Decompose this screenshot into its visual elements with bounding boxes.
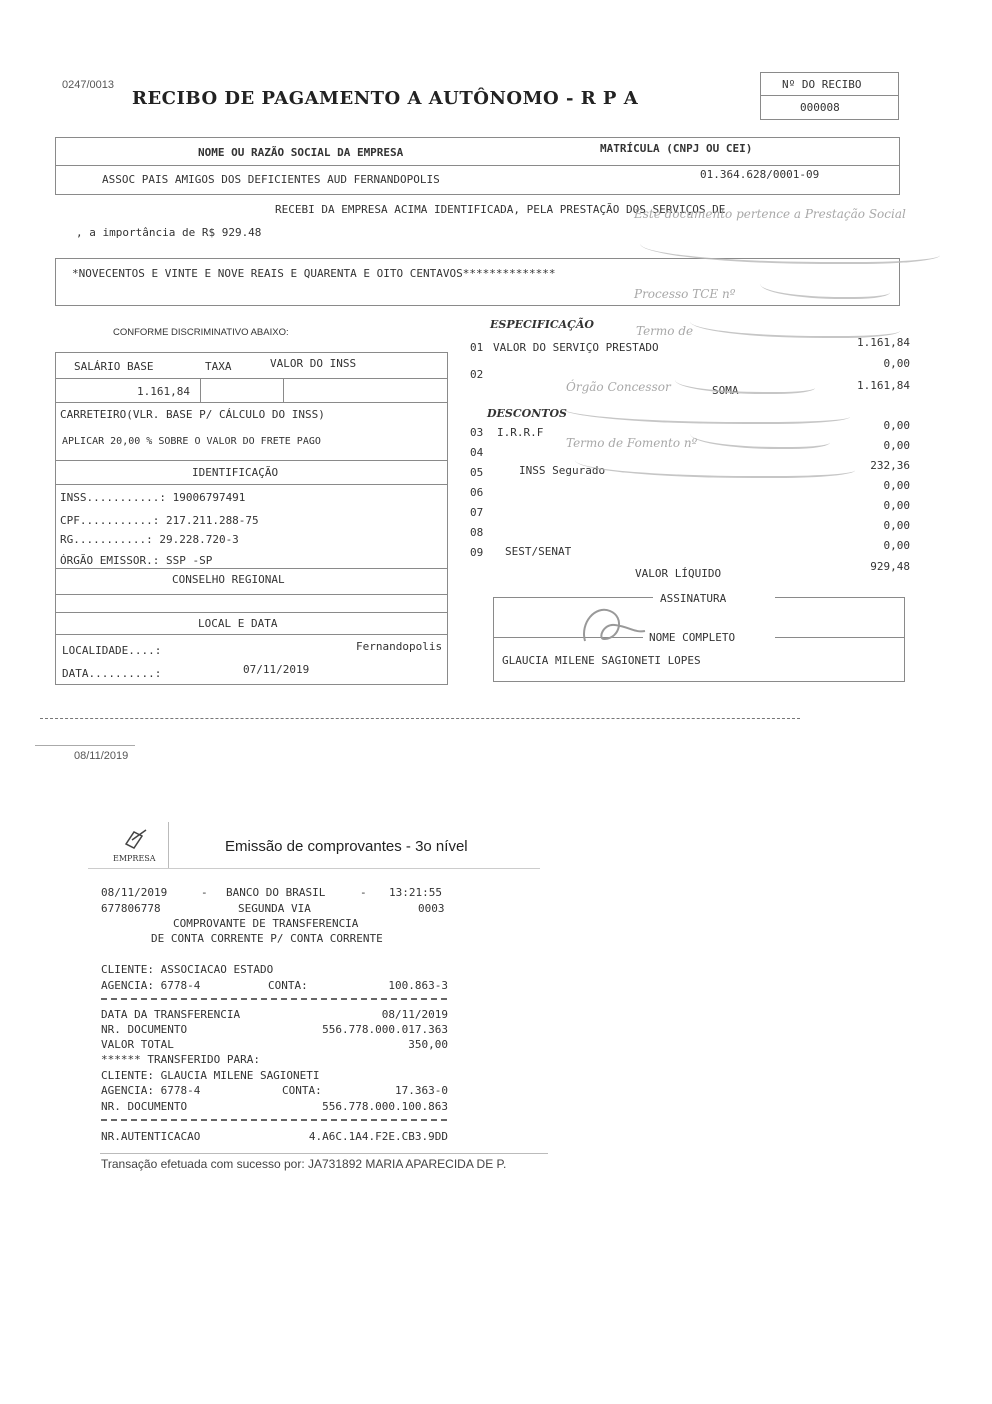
assinatura-header: ASSINATURA (660, 592, 727, 605)
bank-comp-title2: DE CONTA CORRENTE P/ CONTA CORRENTE (151, 932, 383, 945)
bank-logo-label: EMPRESA (113, 854, 156, 863)
inss-value-header: VALOR DO INSS (270, 357, 357, 370)
bank-transferido: ****** TRANSFERIDO PARA: (101, 1053, 260, 1066)
stamp-line-1: Este documento pertence a Prestação Social (634, 207, 906, 221)
carreteiro-label: CARRETEIRO(VLR. BASE P/ CÁLCULO DO INSS) (60, 408, 325, 421)
desc-num-03: 03 (470, 426, 484, 439)
doc-code: 0247/0013 (62, 79, 114, 91)
bank-line2-code: 677806778 (101, 902, 161, 915)
desc-value-06: 0,00 (883, 479, 910, 492)
spec-num-01: 01 (470, 341, 484, 354)
bank-line1-bank: BANCO DO BRASIL (226, 886, 326, 899)
bank-nr-doc-label: NR. DOCUMENTO (101, 1023, 188, 1036)
bank-autent-value: 4.A6C.1A4.F2E.CB3.9DD (308, 1130, 448, 1143)
bank-nr-doc2-value: 556.778.000.100.863 (322, 1100, 448, 1113)
identificacao-header: IDENTIFICAÇÃO (192, 466, 279, 479)
bank-title: Emissão de comprovantes - 3o nível (225, 838, 468, 855)
taxa-header: TAXA (205, 360, 232, 373)
bank-line1-dash2: - (360, 886, 367, 899)
matricula-header: MATRÍCULA (CNPJ OU CEI) (600, 142, 753, 155)
rg-number: RG...........: 29.228.720-3 (60, 533, 239, 546)
bank-logo-icon (120, 826, 152, 850)
cpf-number: CPF...........: 217.211.288-75 (60, 514, 259, 527)
localidade-label: LOCALIDADE....: (62, 644, 162, 657)
bank-conta1-value: 100.863-3 (388, 979, 448, 992)
salary-base-header: SALÁRIO BASE (74, 360, 154, 373)
stamp-line-5: Termo de Fomento nº (566, 436, 698, 450)
desc-value-08: 0,00 (883, 519, 910, 532)
company-box (55, 137, 900, 195)
spec-value-02: 0,00 (883, 357, 910, 370)
desc-num-04: 04 (470, 446, 484, 459)
page-title: RECIBO DE PAGAMENTO A AUTÔNOMO - R P A (132, 88, 639, 109)
bank-nr-doc-value: 556.778.000.017.363 (322, 1023, 448, 1036)
spec-num-02: 02 (470, 368, 484, 381)
data-value: 07/11/2019 (243, 663, 310, 676)
desc-value-09: 0,00 (883, 539, 910, 552)
localidade-value: Fernandopolis (356, 640, 443, 653)
bank-autent-label: NR.AUTENTICACAO (101, 1130, 201, 1143)
bank-data-transf-value: 08/11/2019 (381, 1008, 448, 1021)
bank-cliente2: CLIENTE: GLAUCIA MILENE SAGIONETI (101, 1069, 320, 1082)
desc-num-09: 09 (470, 546, 484, 559)
bank-data-transf-label: DATA DA TRANSFERENCIA (101, 1008, 241, 1021)
data-label: DATA..........: (62, 667, 162, 680)
desc-label-03: I.R.R.F (497, 426, 544, 439)
bank-agencia2: AGENCIA: 6778-4 (101, 1084, 201, 1097)
bank-agencia1: AGENCIA: 6778-4 (101, 979, 201, 992)
conforme-label: CONFORME DISCRIMINATIVO ABAIXO: (113, 327, 289, 338)
receipt-number-label: Nº DO RECIBO (782, 78, 862, 91)
amount-words: *NOVECENTOS E VINTE E NOVE REAIS E QUARENTA E OITO CENTAVOS************** (72, 267, 556, 280)
cut-line (40, 718, 800, 719)
bank-line1-time: 13:21:55 (389, 886, 442, 899)
desc-num-08: 08 (470, 526, 484, 539)
desc-num-07: 07 (470, 506, 484, 519)
desc-num-06: 06 (470, 486, 484, 499)
nome-completo: GLAUCIA MILENE SAGIONETI LOPES (502, 654, 701, 667)
desc-label-09: SEST/SENAT (505, 545, 572, 558)
separator (101, 998, 447, 1000)
bank-conta1-label: CONTA: (268, 979, 308, 992)
stamp-line-2: Processo TCE nº (634, 287, 736, 301)
company-name-header: NOME OU RAZÃO SOCIAL DA EMPRESA (198, 146, 404, 159)
stamp-line-3: Termo de (636, 324, 694, 338)
desc-value-04: 0,00 (883, 439, 910, 452)
nome-completo-header: NOME COMPLETO (649, 631, 736, 644)
bank-line1-dash: - (201, 886, 208, 899)
received-text: RECEBI DA EMPRESA ACIMA IDENTIFICADA, PELA PRESTAÇÃO DOS SERVIÇOS DE (275, 203, 726, 216)
bank-valor-total-label: VALOR TOTAL (101, 1038, 174, 1051)
bank-line1-date: 08/11/2019 (101, 886, 168, 899)
bank-valor-total-value: 350,00 (408, 1038, 448, 1051)
soma-value: 1.161,84 (857, 379, 910, 392)
bank-cliente1: CLIENTE: ASSOCIACAO ESTADO (101, 963, 274, 976)
bank-line2-via: SEGUNDA VIA (238, 902, 311, 915)
valor-liquido-value: 929,48 (870, 560, 910, 573)
bank-conta2-label: CONTA: (282, 1084, 322, 1097)
company-cnpj: 01.364.628/0001-09 (700, 168, 820, 181)
desc-label-05: INSS Segurado (519, 464, 606, 477)
aplicar-label: APLICAR 20,00 % SOBRE O VALOR DO FRETE PAGO (62, 436, 321, 447)
amount-text: , a importância de R$ 929.48 (76, 226, 262, 239)
orgao-emissor: ÓRGÃO EMISSOR.: SSP -SP (60, 554, 213, 567)
desc-value-03: 0,00 (883, 419, 910, 432)
spec-value-01: 1.161,84 (857, 336, 910, 349)
bank-footer: Transação efetuada com sucesso por: JA731892 MARIA APARECIDA DE P. (101, 1157, 507, 1171)
descontos-header: DESCONTOS (487, 407, 567, 420)
spec-label-01: VALOR DO SERVIÇO PRESTADO (493, 341, 659, 354)
company-name: ASSOC PAIS AMIGOS DOS DEFICIENTES AUD FERNANDOPOLIS (102, 173, 440, 186)
desc-num-05: 05 (470, 466, 484, 479)
conselho-header: CONSELHO REGIONAL (172, 573, 285, 586)
especificacao-header: ESPECIFICAÇÃO (490, 318, 595, 331)
receipt-number: 000008 (800, 101, 840, 114)
bank-conta2-value: 17.363-0 (395, 1084, 448, 1097)
soma-label: SOMA (712, 384, 739, 397)
desc-value-07: 0,00 (883, 499, 910, 512)
valor-liquido-label: VALOR LÍQUIDO (635, 567, 722, 580)
footer-date: 08/11/2019 (74, 750, 129, 762)
stamp-line-4: Órgão Concessor (566, 380, 671, 394)
desc-value-05: 232,36 (870, 459, 910, 472)
bank-nr-doc2-label: NR. DOCUMENTO (101, 1100, 188, 1113)
signature-image (575, 603, 655, 648)
bank-comp-title1: COMPROVANTE DE TRANSFERENCIA (173, 917, 359, 930)
salary-base-value: 1.161,84 (137, 385, 190, 398)
inss-number: INSS...........: 19006797491 (60, 491, 246, 504)
bank-line2-num: 0003 (418, 902, 445, 915)
local-data-header: LOCAL E DATA (198, 617, 278, 630)
separator (101, 1119, 447, 1121)
